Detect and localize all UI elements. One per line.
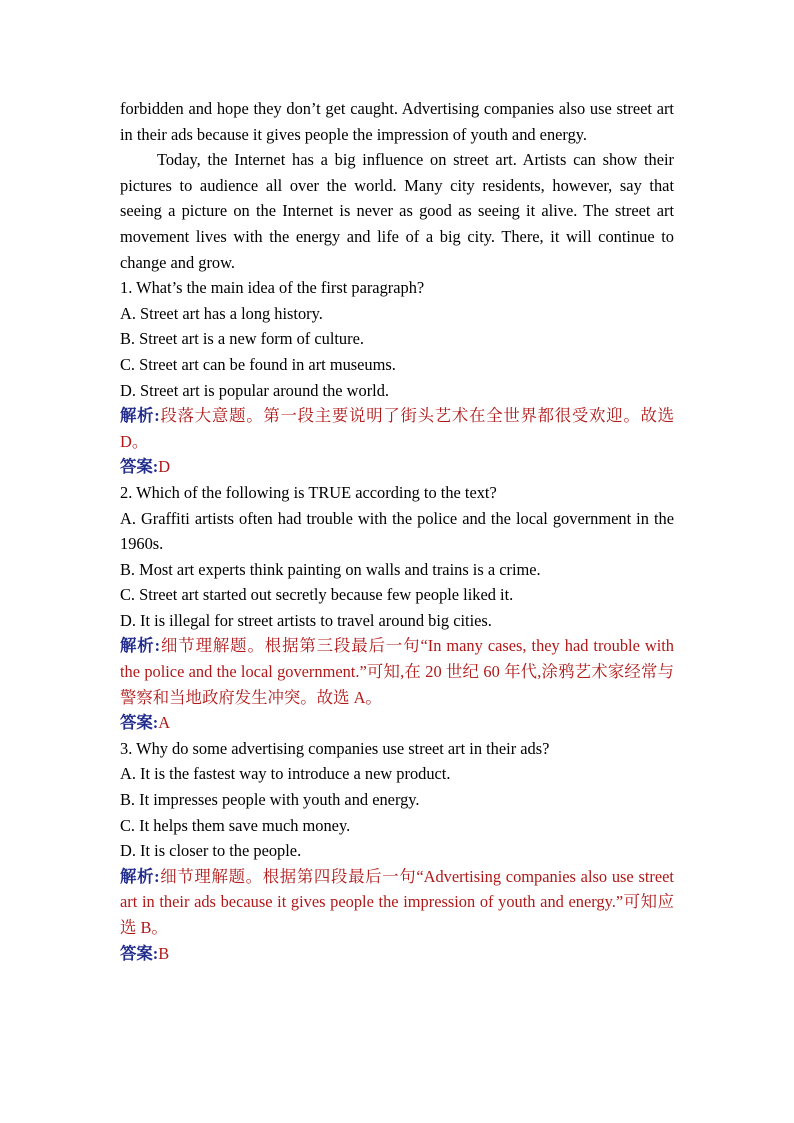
option-d: D. Street art is popular around the world. — [120, 380, 390, 400]
question-2 — [120, 480, 674, 736]
analysis-label: 解析: — [120, 406, 160, 426]
answer — [120, 454, 674, 480]
answer — [120, 710, 674, 736]
analysis-label: 解析: — [120, 636, 161, 656]
answer-label: 答案: — [120, 457, 159, 477]
question-3 — [120, 736, 674, 966]
question-stem: 1. What’s the main idea of the first paragraph? — [120, 278, 425, 298]
analysis — [120, 633, 674, 710]
analysis — [120, 864, 674, 941]
option-b: B. Most art experts think painting on walls and trains is a crime. — [120, 559, 541, 579]
analysis — [120, 403, 674, 454]
option-d: D. It is illegal for street artists to travel around big cities. — [120, 610, 492, 630]
answer-value: A — [158, 713, 171, 733]
answer-label: 答案: — [120, 713, 159, 733]
answer-label: 答案: — [120, 943, 159, 963]
answer — [120, 941, 674, 967]
answer-value: D — [158, 457, 171, 477]
question-stem: 2. Which of the following is TRUE according to the text? — [120, 482, 497, 502]
answer-value: B — [158, 943, 170, 963]
option-a: A. Graffiti artists often had trouble with the police and the local government in the 1960s. — [120, 508, 674, 554]
analysis-text: 细节理解题。根据第四段最后一句“Advertising companies also use street art in their ads because it gives people the impression of youth and energy.”可知应选 B。 — [120, 866, 674, 937]
option-b: B. It impresses people with youth and energy. — [120, 790, 420, 810]
option-c: C. Street art started out secretly because few people liked it. — [120, 585, 514, 605]
analysis-text: 段落大意题。第一段主要说明了街头艺术在全世界都很受欢迎。故选 D。 — [120, 406, 674, 451]
option-c: C. Street art can be found in art museums. — [120, 354, 396, 374]
analysis-label: 解析: — [120, 866, 160, 886]
passage-paragraph-last: Today, the Internet has a big influence on street art. Artists can show their pictures to audience all over the world. Many city residents, however, say that seeing a picture on the Internet is never as good as seeing it alive. The street art movement lives with the energy and life of a big city. There, it will continue to change and grow. — [120, 150, 674, 272]
question-stem: 3. Why do some advertising companies use street art in their ads? — [120, 738, 550, 758]
option-c: C. It helps them save much money. — [120, 815, 351, 835]
option-a: A. It is the fastest way to introduce a new product. — [120, 764, 451, 784]
analysis-text: 细节理解题。根据第三段最后一句“In many cases, they had trouble with the police and the local government.”可知,在 20 世纪 60 年代,涂鸦艺术家经常与警察和当地政府发生冲突。故选 A。 — [120, 636, 674, 707]
question-1 — [120, 275, 674, 480]
option-d: D. It is closer to the people. — [120, 841, 302, 861]
document-page — [120, 96, 674, 966]
option-b: B. Street art is a new form of culture. — [120, 329, 364, 349]
passage-paragraph-continued: forbidden and hope they don’t get caught. Advertising companies also use street art in their ads because it gives people the impression of youth and energy. — [120, 99, 674, 144]
option-a: A. Street art has a long history. — [120, 303, 323, 323]
